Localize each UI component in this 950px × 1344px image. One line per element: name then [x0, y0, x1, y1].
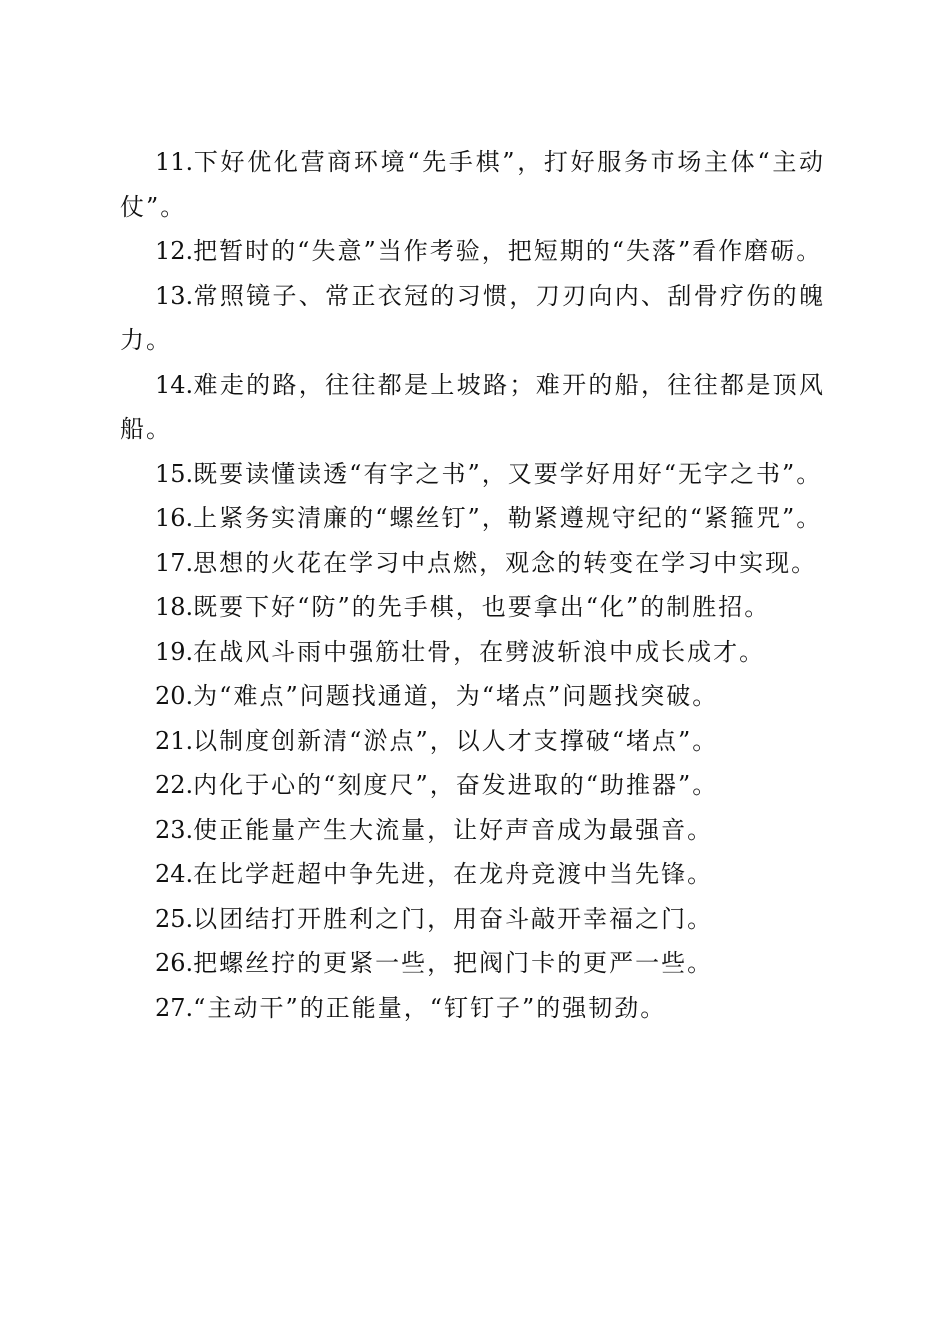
item-text: 既要读懂读透“有字之书”，又要学好用好“无字之书”。 — [193, 459, 823, 488]
list-item — [120, 897, 825, 942]
item-number: 25. — [155, 904, 194, 933]
item-number: 26. — [155, 949, 194, 977]
list-item — [120, 496, 825, 541]
item-number: 20. — [155, 682, 194, 710]
item-text: 在战风斗雨中强筋壮骨，在劈波斩浪中成长成才。 — [193, 637, 766, 666]
list-item — [120, 852, 825, 897]
item-number: 15. — [155, 459, 194, 488]
item-number: 19. — [155, 637, 194, 666]
phrase-list — [120, 140, 825, 1030]
item-number: 18. — [155, 593, 194, 621]
item-text: 常照镜子、常正衣冠的习惯，刀刃向内、刮骨疗伤的魄力。 — [120, 281, 825, 354]
list-item — [120, 541, 825, 586]
item-text: 内化于心的“刻度尺”，奋发进取的“助推器”。 — [193, 771, 719, 799]
list-item — [120, 808, 825, 853]
list-item — [120, 363, 825, 452]
item-text: 既要下好“防”的先手棋，也要拿出“化”的制胜招。 — [193, 593, 771, 621]
item-number: 22. — [155, 771, 194, 799]
item-text: 上紧务实清廉的“螺丝钉”，勒紧遵规守纪的“紧箍咒”。 — [193, 504, 823, 532]
item-text: 以制度创新清“淤点”，以人才支撑破“堵点”。 — [193, 726, 719, 755]
item-text: 使正能量产生大流量，让好声音成为最强音。 — [193, 815, 714, 844]
item-text: 难走的路，往往都是上坡路；难开的船，往往都是顶风船。 — [120, 370, 825, 443]
list-item — [120, 719, 825, 764]
item-number: 16. — [155, 504, 194, 532]
list-item — [120, 140, 825, 229]
item-text: 在比学赶超中争先进，在龙舟竞渡中当先锋。 — [193, 860, 714, 888]
item-number: 13. — [155, 281, 194, 310]
list-item — [120, 763, 825, 808]
item-number: 23. — [155, 815, 194, 844]
item-text: 下好优化营商环境“先手棋”，打好服务市场主体“主动仗”。 — [120, 148, 825, 221]
item-text: “主动干”的正能量，“钉钉子”的强韧劲。 — [193, 993, 667, 1022]
item-number: 21. — [155, 726, 194, 755]
item-number: 27. — [155, 993, 194, 1022]
item-text: 思想的火花在学习中点燃，观念的转变在学习中实现。 — [193, 548, 818, 577]
item-number: 12. — [155, 237, 194, 265]
list-item — [120, 630, 825, 675]
list-item — [120, 986, 825, 1031]
item-text: 把暂时的“失意”当作考验，把短期的“失落”看作磨砺。 — [193, 237, 823, 265]
list-item — [120, 452, 825, 497]
item-number: 17. — [155, 548, 194, 577]
list-item — [120, 674, 825, 719]
item-number: 24. — [155, 860, 194, 888]
item-number: 11. — [155, 148, 194, 176]
item-number: 14. — [155, 370, 194, 399]
list-item — [120, 274, 825, 363]
item-text: 把螺丝拧的更紧一些，把阀门卡的更严一些。 — [193, 949, 714, 977]
list-item — [120, 941, 825, 986]
item-text: 以团结打开胜利之门，用奋斗敲开幸福之门。 — [193, 904, 714, 933]
item-text: 为“难点”问题找通道，为“堵点”问题找突破。 — [193, 682, 719, 710]
list-item — [120, 585, 825, 630]
list-item — [120, 229, 825, 274]
